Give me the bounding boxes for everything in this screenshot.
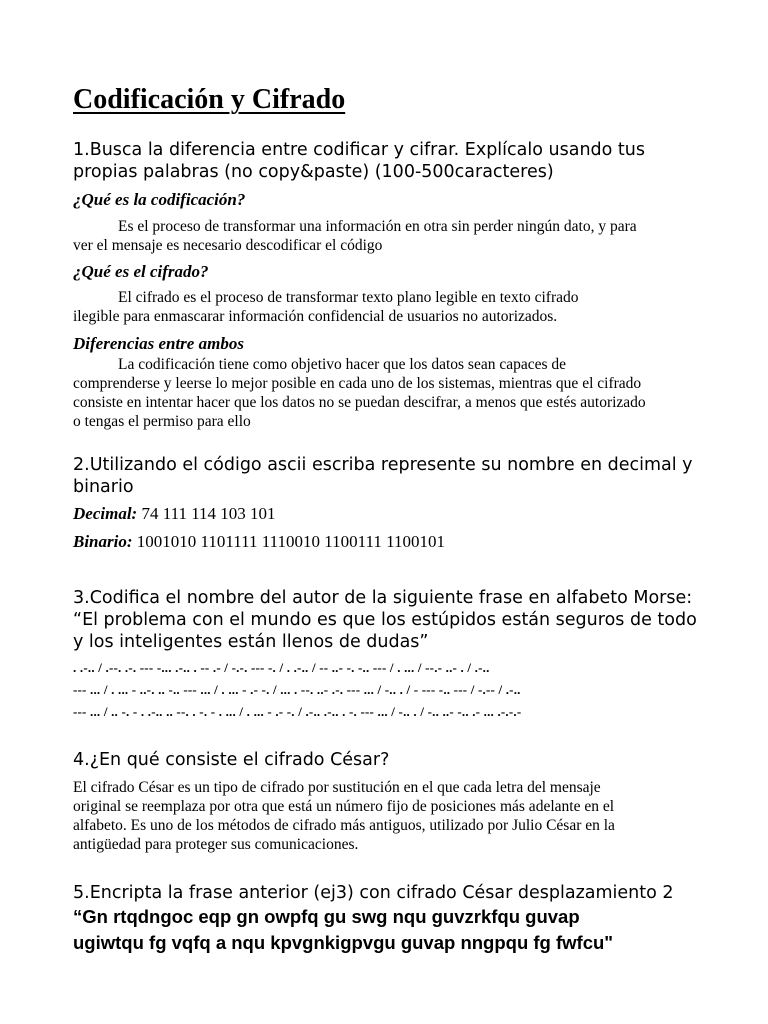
- cipher-answer: [73, 904, 613, 956]
- cifrado-line-1: El cifrado es el proceso de transformar texto plano legible en texto cifrado: [118, 289, 579, 306]
- cesar-line-1: El cifrado César es un tipo de cifrado por sustitución en el que cada letra del mensaje: [73, 779, 601, 796]
- codificacion-line-1: Es el proceso de transformar una información en otra sin perder ningún dato, y para: [118, 218, 637, 235]
- question-4: 4.¿En qué consiste el cifrado César?: [73, 750, 390, 770]
- diferencias-answer: [73, 355, 646, 431]
- cipher-line-2: ugiwtqu fg vqfq a nqu kpvgnkigpvgu guvap nngpqu fg fwfcu": [73, 932, 614, 953]
- decimal-value: 74 111 114 103 101: [137, 504, 276, 523]
- cesar-line-3: alfabeto. Es uno de los métodos de cifrado más antiguos, utilizado por Julio César en la: [73, 817, 615, 834]
- decimal-row: [73, 503, 276, 525]
- binario-value: 1001010 1101111 1110010 1100111 1100101: [132, 532, 445, 551]
- cifrado-answer: [73, 288, 579, 326]
- morse-line-2: --- ... / . ... - ..-. .. -.. --- ... / . ... - .- -. / ... . --. ..- .-. --- ... / -.. . / - --- -.. --- / -.-- / .-..: [73, 682, 521, 697]
- question-2-line-1: 2.Utilizando el código ascii escriba represente su nombre en decimal y: [73, 455, 693, 475]
- cifrado-line-2: ilegible para enmascarar información confidencial de usuarios no autorizados.: [73, 308, 558, 325]
- cesar-line-4: antigüedad para proteger sus comunicaciones.: [73, 836, 359, 853]
- cesar-answer: [73, 778, 615, 854]
- morse-line-3: --- ... / .. -. - . .-.. .. --. . -. - . ... / . ... - .- -. / .-.. .-.. . -. --- ... / -.. . / -.. ..- -.. .- ... .-.-.-: [73, 704, 522, 719]
- cipher-line-1: “Gn rtqdngoc eqp gn owpfq gu swg nqu guvzrkfqu guvap: [73, 906, 580, 927]
- question-1: [73, 139, 645, 183]
- cifrado-heading: ¿Qué es el cifrado?: [73, 262, 209, 281]
- morse-line-1: . .-.. / .--. .-. --- -... .-.. . -- .- / -.-. --- -. / . .-.. / -- ..- -. -.. --- / . ... / --.- ..- . / .-..: [73, 660, 490, 675]
- question-2-line-2: binario: [73, 477, 134, 497]
- cesar-line-2: original se reemplaza por otra que está un número fijo de posiciones más adelante en el: [73, 798, 615, 815]
- decimal-label: Decimal:: [73, 504, 138, 523]
- document-title: Codificación y Cifrado: [73, 84, 346, 115]
- binario-label: Binario:: [73, 532, 133, 551]
- question-1-line-1: 1.Busca la diferencia entre codificar y cifrar. Explícalo usando tus: [73, 140, 645, 160]
- question-3-line-3: y los inteligentes están llenos de dudas”: [73, 632, 429, 652]
- question-5: 5.Encripta la frase anterior (ej3) con cifrado César desplazamiento 2: [73, 883, 674, 903]
- binario-row: [73, 531, 445, 553]
- diferencias-line-3: consiste en intentar hacer que los datos no se puedan descifrar, a menos que estés autorizado: [73, 394, 646, 411]
- morse-answer: [73, 657, 521, 723]
- question-2: [73, 454, 693, 498]
- question-3-line-2: “El problema con el mundo es que los estúpidos están seguros de todo: [73, 610, 697, 630]
- codificacion-heading: ¿Qué es la codificación?: [73, 190, 246, 209]
- diferencias-heading: Diferencias entre ambos: [73, 334, 244, 353]
- diferencias-line-1: La codificación tiene como objetivo hacer que los datos sean capaces de: [118, 356, 567, 373]
- question-3-line-1: 3.Codifica el nombre del autor de la siguiente frase en alfabeto Morse:: [73, 588, 693, 608]
- codificacion-answer: [73, 217, 637, 255]
- question-1-line-2: propias palabras (no copy&paste) (100-500caracteres): [73, 162, 554, 182]
- diferencias-line-2: comprenderse y leerse lo mejor posible en cada uno de los sistemas, mientras que el cifrado: [73, 375, 642, 392]
- diferencias-line-4: o tengas el permiso para ello: [73, 413, 251, 430]
- question-3: [73, 587, 697, 653]
- codificacion-line-2: ver el mensaje es necesario descodificar el código: [73, 237, 383, 254]
